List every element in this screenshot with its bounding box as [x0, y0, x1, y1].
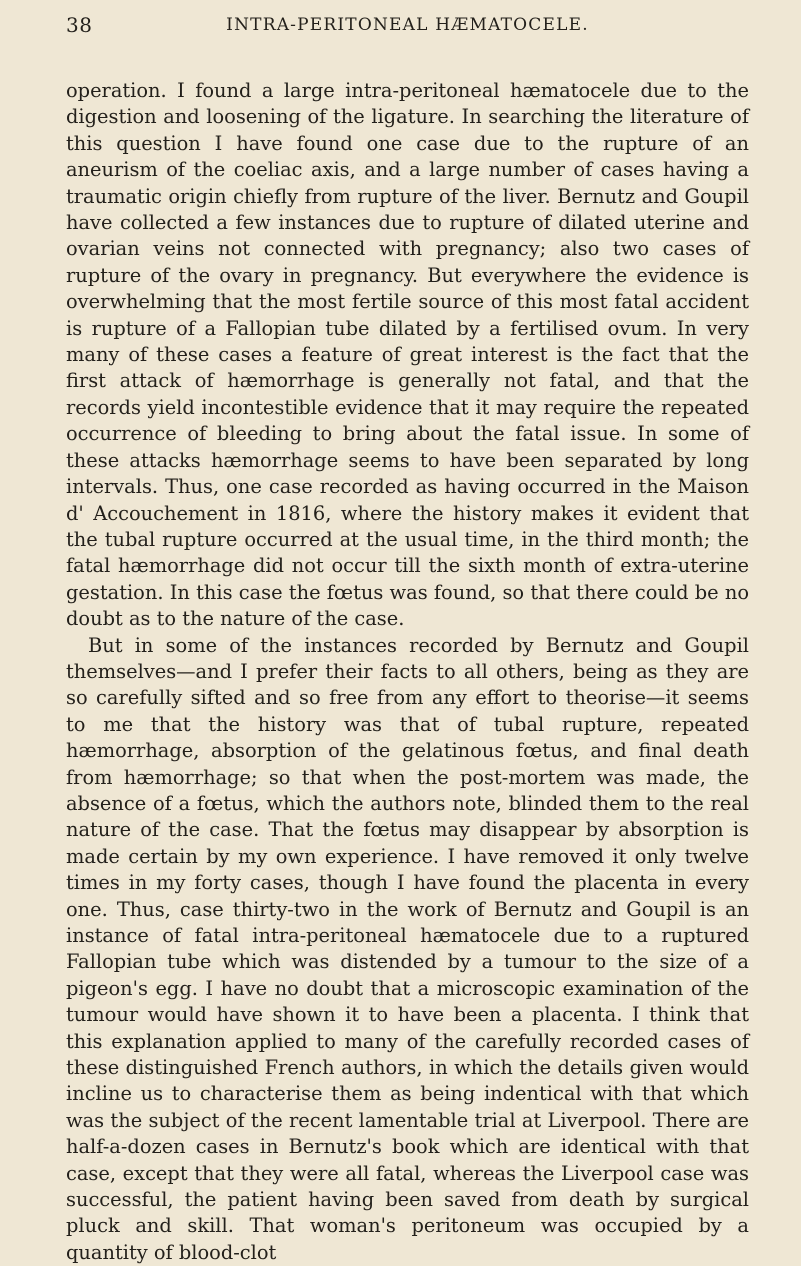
running-title: INTRA-PERITONEAL HÆMATOCELE. — [226, 15, 589, 35]
body-text — [66, 78, 749, 1266]
running-head — [66, 0, 749, 62]
paragraph-2: But in some of the instances recorded by Bernutz and Goupil themselves—and I prefer their facts to all others, being as they are so carefully sifted and so free from any effort to theorise—it seems to me that the history was that of tubal rupture, repeated hæmorrhage, absorption of the gelatinous fœtus, and final death from hæmorrhage; so that when the post-mortem was made, the absence of a fœtus, which the authors note, blinded them to the real nature of the case. That the fœtus may disappear by absorption is made certain by my own experience. I have removed it only twelve times in my forty cases, though I have found the placenta in every one. Thus, case thirty-two in the work of Bernutz and Goupil is an instance of fatal intra-peritoneal hæmatocele due to a ruptured Fallopian tube which was distended by a tumour to the size of a pigeon's egg. I have no doubt that a microscopic examination of the tumour would have shown it to have been a placenta. I think that this explanation applied to many of the carefully recorded cases of these distinguished French authors, in which the details given would incline us to characterise them as being indentical with that which was the subject of the recent lamentable trial at Liverpool. There are half-a-dozen cases in Bernutz's book which are identical with that case, except that they were all fatal, whereas the Liverpool case was successful, the patient having been saved from death by surgical pluck and skill. That woman's peritoneum was occupied by a quantity of blood-clot — [66, 633, 749, 1264]
page-number: 38 — [66, 13, 93, 37]
paragraph-1: operation. I found a large intra-peritoneal hæmatocele due to the digestion and loosening of the ligature. In searching the literature of this question I have found one case due to the rupture of an aneurism of the coeliac axis, and a large number of cases having a traumatic origin chiefly from rupture of the liver. Bernutz and Goupil have collected a few instances due to rupture of dilated uterine and ovarian veins not connected with pregnancy; also two cases of rupture of the ovary in pregnancy. But everywhere the evidence is overwhelming that the most fertile source of this most fatal accident is rupture of a Fallopian tube dilated by a fertilised ovum. In very many of these cases a feature of great interest is the fact that the first attack of hæmorrhage is generally not fatal, and that the records yield incontestible evidence that it may require the repeated occurrence of bleeding to bring about the fatal issue. In some of these attacks hæmorrhage seems to have been separated by long intervals. Thus, one case recorded as having occurred in the Maison d' Accouchement in 1816, where the history makes it evident that the tubal rupture occurred at the usual time, in the third month; the fatal hæmorrhage did not occur till the sixth month of extra-uterine gestation. In this case the fœtus was found, so that there could be no doubt as to the nature of the case. — [66, 79, 749, 631]
